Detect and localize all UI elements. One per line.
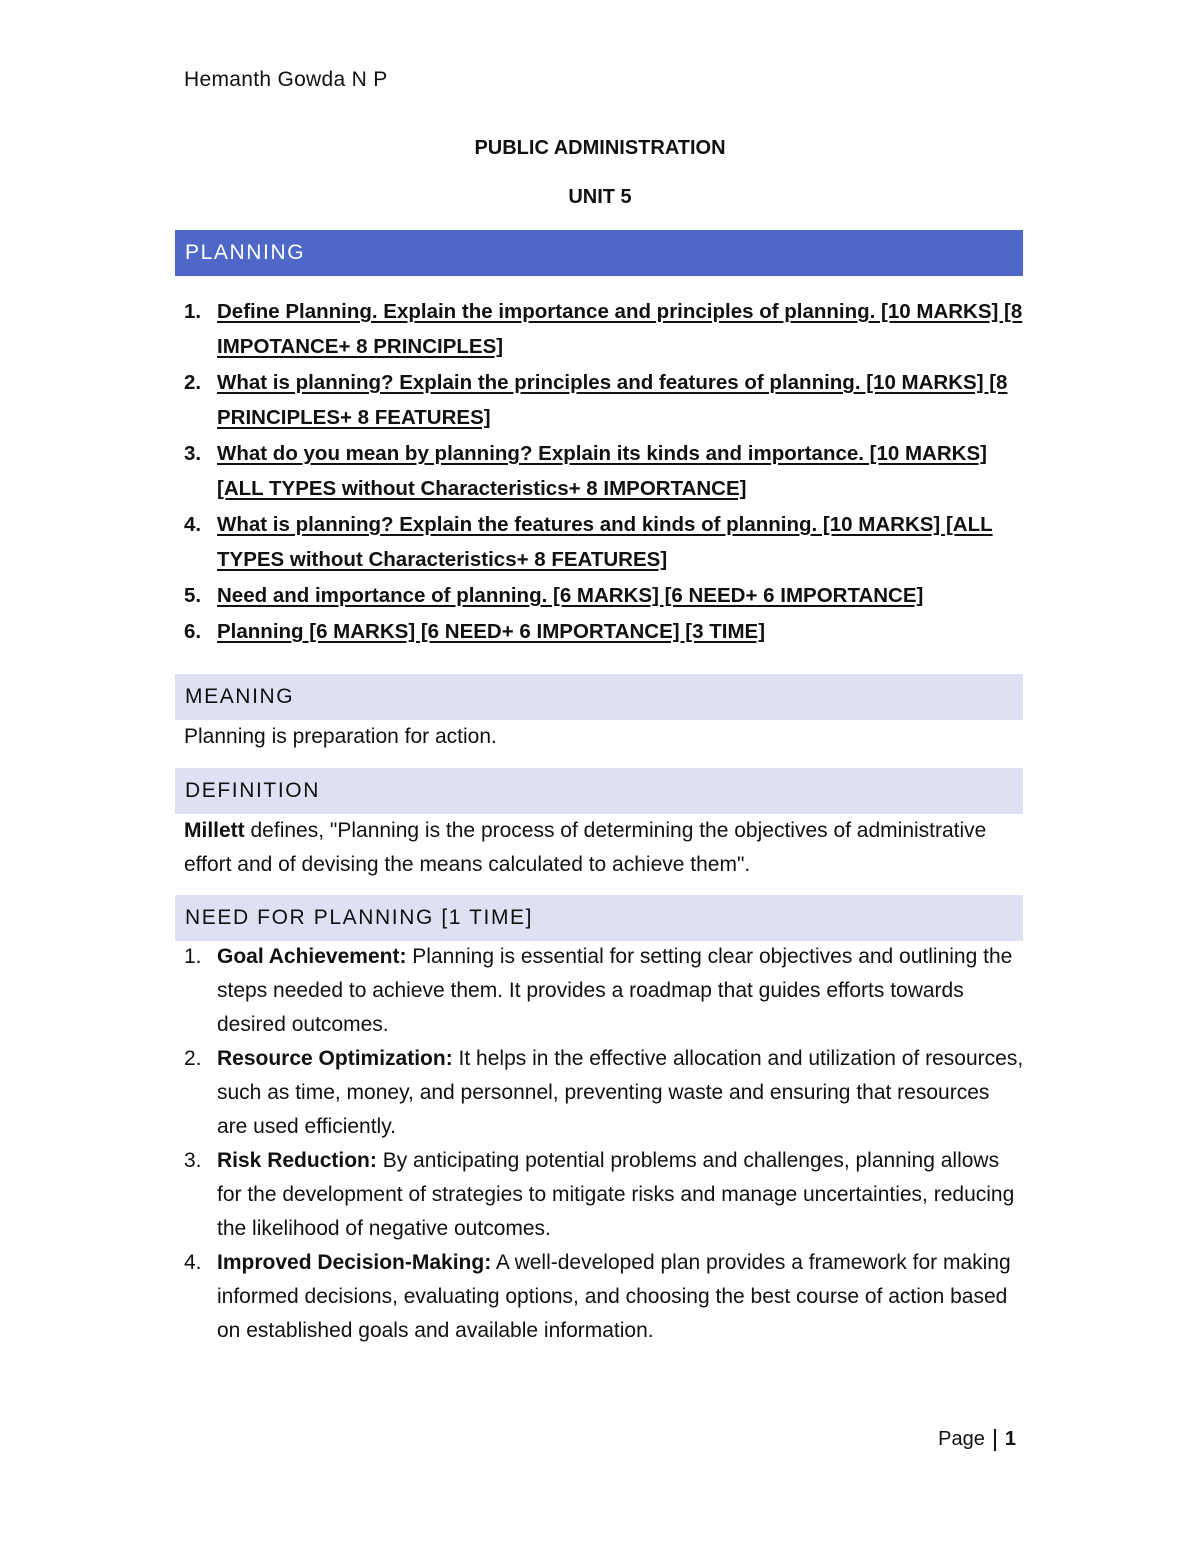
section-heading-need: NEED FOR PLANNING [1 TIME] — [175, 895, 1023, 941]
need-text: A well-developed plan provides a framework for making informed decisions, evaluating options, and choosing the best course of action based on established goals and available information. — [217, 1251, 1011, 1342]
question-item — [184, 436, 1024, 506]
document-title: PUBLIC ADMINISTRATION — [474, 137, 726, 159]
definition-body: defines, "Planning is the process of determining the objectives of administrative effort and of devising the means calculated to achieve them". — [184, 819, 987, 876]
question-text: Need and importance of planning. [6 MARKS] [6 NEED+ 6 IMPORTANCE] — [217, 584, 924, 607]
question-text: Planning [6 MARKS] [6 NEED+ 6 IMPORTANCE] [3 TIME] — [217, 620, 766, 643]
author-name: Hemanth Gowda N P — [184, 68, 388, 91]
question-number: 4. — [184, 513, 202, 536]
need-text: By anticipating potential problems and challenges, planning allows for the development of strategies to mitigate risks and manage uncertainties, reducing the likelihood of negative outcomes. — [217, 1149, 1015, 1240]
question-list — [184, 294, 1024, 650]
need-term: Risk Reduction: — [217, 1149, 377, 1172]
section-heading-meaning: MEANING — [175, 674, 1023, 720]
page-number: 1 — [1004, 1428, 1016, 1450]
need-item — [184, 1042, 1024, 1144]
need-term: Improved Decision-Making: — [217, 1251, 492, 1274]
question-item — [184, 507, 1024, 577]
need-term: Resource Optimization: — [217, 1047, 453, 1070]
unit-title: UNIT 5 — [568, 186, 632, 208]
question-item — [184, 614, 1024, 649]
question-text: What is planning? Explain the features and kinds of planning. [10 MARKS] [ALL TYPES without Characteristics+ 8 FEATURES] — [217, 513, 993, 571]
question-text: What is planning? Explain the principles and features of planning. [10 MARKS] [8 PRINCIPLES+ 8 FEATURES] — [217, 371, 1008, 429]
question-item — [184, 578, 1024, 613]
section-heading-planning: PLANNING — [175, 230, 1023, 276]
question-number: 2. — [184, 371, 202, 394]
need-number: 3. — [184, 1149, 202, 1172]
question-number: 5. — [184, 584, 202, 607]
need-term: Goal Achievement: — [217, 945, 407, 968]
meaning-text: Planning is preparation for action. — [184, 725, 497, 748]
need-item — [184, 940, 1024, 1042]
need-number: 2. — [184, 1047, 202, 1070]
question-text: What do you mean by planning? Explain its kinds and importance. [10 MARKS] [ALL TYPES without Characteristics+ 8 IMPORTANCE] — [217, 442, 987, 500]
question-item — [184, 294, 1024, 364]
page-label: Page — [938, 1428, 985, 1450]
need-list — [184, 940, 1024, 1348]
need-item — [184, 1144, 1024, 1246]
definition-author: Millett — [184, 819, 245, 842]
question-item — [184, 365, 1024, 435]
section-heading-definition: DEFINITION — [175, 768, 1023, 814]
need-number: 1. — [184, 945, 202, 968]
need-item — [184, 1246, 1024, 1348]
question-text: Define Planning. Explain the importance and principles of planning. [10 MARKS] [8 IMPOTANCE+ 8 PRINCIPLES] — [217, 300, 1023, 358]
definition-text — [184, 814, 1024, 882]
question-number: 1. — [184, 300, 202, 323]
question-number: 3. — [184, 442, 202, 465]
footer-divider — [994, 1429, 996, 1451]
question-number: 6. — [184, 620, 202, 643]
need-text: Planning is essential for setting clear objectives and outlining the steps needed to achieve them. It provides a roadmap that guides efforts towards desired outcomes. — [217, 945, 1013, 1036]
need-text: It helps in the effective allocation and utilization of resources, such as time, money, and personnel, preventing waste and ensuring that resources are used efficiently. — [217, 1047, 1024, 1138]
need-number: 4. — [184, 1251, 202, 1274]
page-footer — [938, 1428, 1016, 1451]
